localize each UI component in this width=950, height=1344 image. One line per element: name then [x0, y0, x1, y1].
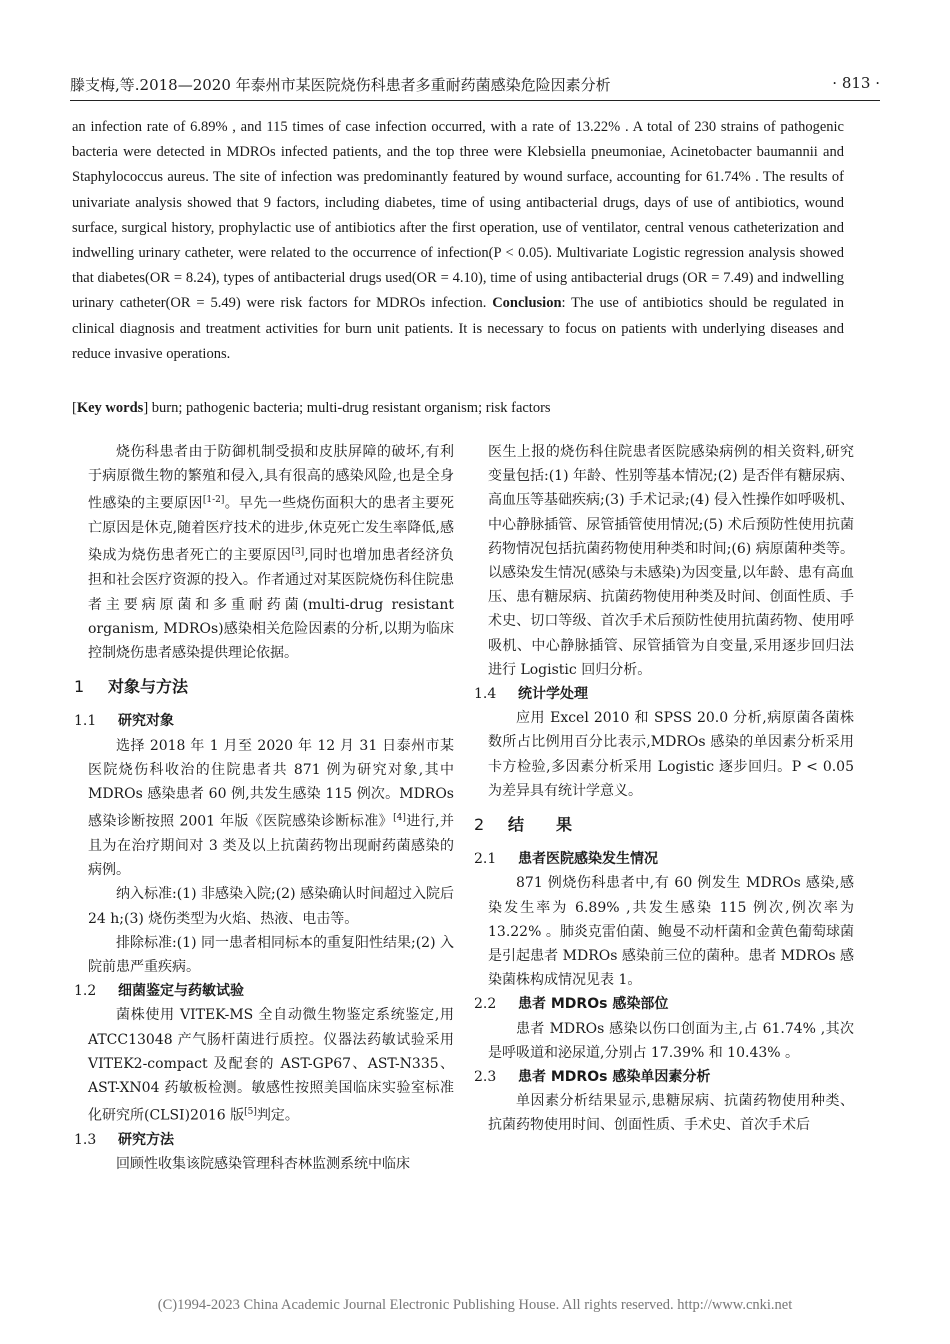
- abstract-paragraph: [72, 115, 844, 367]
- paragraph-1-3-continued: 医生上报的烧伤科住院患者医院感染病例的相关资料,研究变量包括:(1) 年龄、性别等基本情况;(2) 是否伴有糖尿病、高血压等基础疾病;(3) 手术记录;(4) 侵入性操作如呼吸机、中心静脉插管、尿管插管使用情况;(5) 术后预防性使用抗菌药物情况包括抗菌药物使用种类和时间;(6) 病原菌种类等。以感染发生情况(感染与未感染)为因变量,以年龄、患有高血压、患有糖尿病、抗菌药物使用种类及时间、创面性质、手术史、切口等级、首次手术后预防性使用抗菌药物、使用呼吸机、中心静脉插管、尿管插管为自变量,采用逐步回归法进行 Logistic 回归分析。: [488, 444, 854, 678]
- section-heading-2-1: [474, 847, 854, 871]
- section-number: 1.3: [74, 1132, 97, 1149]
- keywords-label: Key words: [76, 400, 144, 416]
- paragraph-text: 判定。: [256, 1107, 299, 1124]
- paragraph-text: 进行,并且为在治疗期间对 3 类及以上抗菌药物出现耐药菌感染的病例。: [88, 813, 455, 879]
- section-heading-2-3: [474, 1065, 854, 1089]
- section-heading-2: [474, 813, 854, 837]
- paragraph-1-4: 应用 Excel 2010 和 SPSS 20.0 分析,病原菌各菌株数所占比例用百分比表示,MDROs 感染的单因素分析采用卡方检验,多因素分析采用 Logistic 逐步回归。P < 0.05 为差异具有统计学意义。: [488, 710, 854, 799]
- abstract-conclusion: : The use of antibiotics should be regulated in clinical diagnosis and treatment activities for burn unit patients. It is necessary to focus on patients with underlying diseases and reduce invasive operations.: [72, 295, 845, 362]
- section-heading-1-4: [474, 682, 854, 706]
- paragraph-1-2: [88, 1003, 454, 1128]
- abstract-text: an infection rate of 6.89% , and 115 times of case infection occurred, with a rate of 13.22% . A total of 230 strains of pathogenic bacteria were detected in MDROs infected patients, and the top three were Klebsiella pneumoniae, Acinetobacter baumannii and Staphylococcus aureus. The site of infection was predominantly featured by wound surface, accounting for 61.74% . The results of univariate analysis showed that 9 factors, including diabetes, time of using antibacterial drugs, days of use of antibiotics, wound surface, surgical history, prophylactic use of antibiotics after the first operation, use of ventilator, central venous catheterization and indwelling urinary catheter, were related to the occurrence of infection(P < 0.05). Multivariate Logistic regression analysis showed that diabetes(OR = 8.24), types of antibacterial drugs used(OR = 4.10), time of using antibacterial drugs (OR = 7.49) and indwelling urinary catheter(OR = 5.49) were risk factors for MDROs infection.: [72, 119, 844, 312]
- keywords-text: burn; pathogenic bacteria; multi-drug resistant organism; risk factors: [151, 400, 551, 416]
- abstract-continuation: [72, 115, 844, 367]
- section-number: 2.2: [474, 996, 497, 1013]
- section-heading-1-3: [74, 1128, 454, 1152]
- section-heading-1-2: [74, 979, 454, 1003]
- paragraph-1-1: [88, 734, 454, 883]
- inclusion-criteria: 纳入标准:(1) 非感染入院;(2) 感染确认时间超过入院后 24 h;(3) 烧伤类型为火焰、热液、电击等。: [88, 886, 454, 927]
- section-title: 结 果: [508, 815, 573, 835]
- section-title: 研究对象: [118, 713, 174, 730]
- section-number: 1.1: [74, 713, 97, 730]
- section-heading-2-2: [474, 992, 854, 1016]
- intro-paragraph: [88, 440, 454, 665]
- intro-text-b: 。早先一些烧伤面积大的患者主要死亡原因是休克,随着医疗技术的进步,休克死亡发生率降低,感染成为烧伤患者死亡的主要原因: [88, 496, 454, 565]
- section-title: 患者 MDROs 感染部位: [518, 996, 669, 1013]
- intro-text-a: 烧伤科患者由于防御机制受损和皮肤屏障的破坏,有利于病原微生物的繁殖和侵入,具有很高的感染风险,也是全身性感染的主要原因: [88, 444, 454, 513]
- section-title: 研究方法: [118, 1132, 174, 1149]
- citation: [3]: [291, 547, 305, 558]
- section-title: 患者 MDROs 感染单因素分析: [518, 1069, 711, 1086]
- section-number: 2.3: [474, 1069, 497, 1086]
- paragraph-2-1: 871 例烧伤科患者中,有 60 例发生 MDROs 感染,感染发生率为 6.89% ,共发生感染 115 例次,例次率为 13.22% 。肺炎克雷伯菌、鲍曼不动杆菌和金黄色葡萄球菌是引起患者 MDROs 感染前三位的菌种。患者 MDROs 感染菌株构成情况见表 1。: [488, 875, 854, 989]
- citation: [1-2]: [202, 495, 225, 506]
- section-number: 1.2: [74, 983, 97, 1000]
- section-number: 1.4: [474, 686, 497, 703]
- section-number: 2: [474, 815, 485, 835]
- paragraph-2-2: 患者 MDROs 感染以伤口创面为主,占 61.74% ,其次是呼吸道和泌尿道,分别占 17.39% 和 10.43% 。: [488, 1020, 854, 1061]
- paragraph-text: 选择 2018 年 1 月至 2020 年 12 月 31 日泰州市某医院烧伤科收治的住院患者共 871 例为研究对象,其中 MDROs 感染患者 60 例,共发生感染 115 例次。MDROs 感染诊断按照 2001 年版《医院感染诊断标准》: [88, 737, 454, 830]
- page-number: · 813 ·: [832, 74, 880, 92]
- section-title: 对象与方法: [108, 677, 189, 697]
- paragraph-1-3: 回顾性收集该院感染管理科杏林监测系统中临床: [116, 1156, 410, 1173]
- section-title: 统计学处理: [518, 686, 588, 703]
- paragraph-text: 菌株使用 VITEK-MS 全自动微生物鉴定系统鉴定,用 ATCC13048 产气肠杆菌进行质控。仪器法药敏试验采用 VITEK2-compact 及配套的 AST-GP67、AST-N335、AST-XN04 药敏板检测。敏感性按照美国临床实验室标准化研究所(CLSI)2016 版: [88, 1007, 454, 1124]
- section-title: 细菌鉴定与药敏试验: [118, 983, 244, 1000]
- copyright-footer: (C)1994-2023 China Academic Journal Electronic Publishing House. All rights reserved. http://www.cnki.net: [157, 1297, 793, 1313]
- left-column: [74, 440, 455, 1177]
- intro-text-c: ,同时也增加患者经济负担和社会医疗资源的投入。作者通过对某医院烧伤科住院患者主要病原菌和多重耐药菌(multi-drug resistant organism, MDROs)感染相关危险因素的分析,以期为临床控制烧伤患者感染提供理论依据。: [88, 548, 455, 661]
- right-column: [474, 440, 854, 1138]
- exclusion-criteria: 排除标准:(1) 同一患者相同标本的重复阳性结果;(2) 入院前患严重疾病。: [88, 934, 454, 976]
- paragraph-2-3: 单因素分析结果显示,患糖尿病、抗菌药物使用种类、抗菌药物使用时间、创面性质、手术史、首次手术后: [488, 1093, 854, 1134]
- section-number: 2.1: [474, 851, 497, 868]
- section-title: 患者医院感染发生情况: [518, 851, 658, 868]
- citation: [4]: [393, 813, 406, 824]
- keywords: [Key words] burn; pathogenic bacteria; multi-drug resistant organism; risk factors: [72, 400, 551, 416]
- conclusion-label: Conclusion: [492, 295, 562, 312]
- section-heading-1: [74, 675, 454, 699]
- running-header: [70, 66, 880, 101]
- section-heading-1-1: [74, 709, 454, 733]
- section-number: 1: [74, 677, 85, 697]
- citation: [5]: [244, 1107, 257, 1118]
- header-citation: 滕支梅,等.2018—2020 年泰州市某医院烧伤科患者多重耐药菌感染危险因素分析: [70, 76, 611, 94]
